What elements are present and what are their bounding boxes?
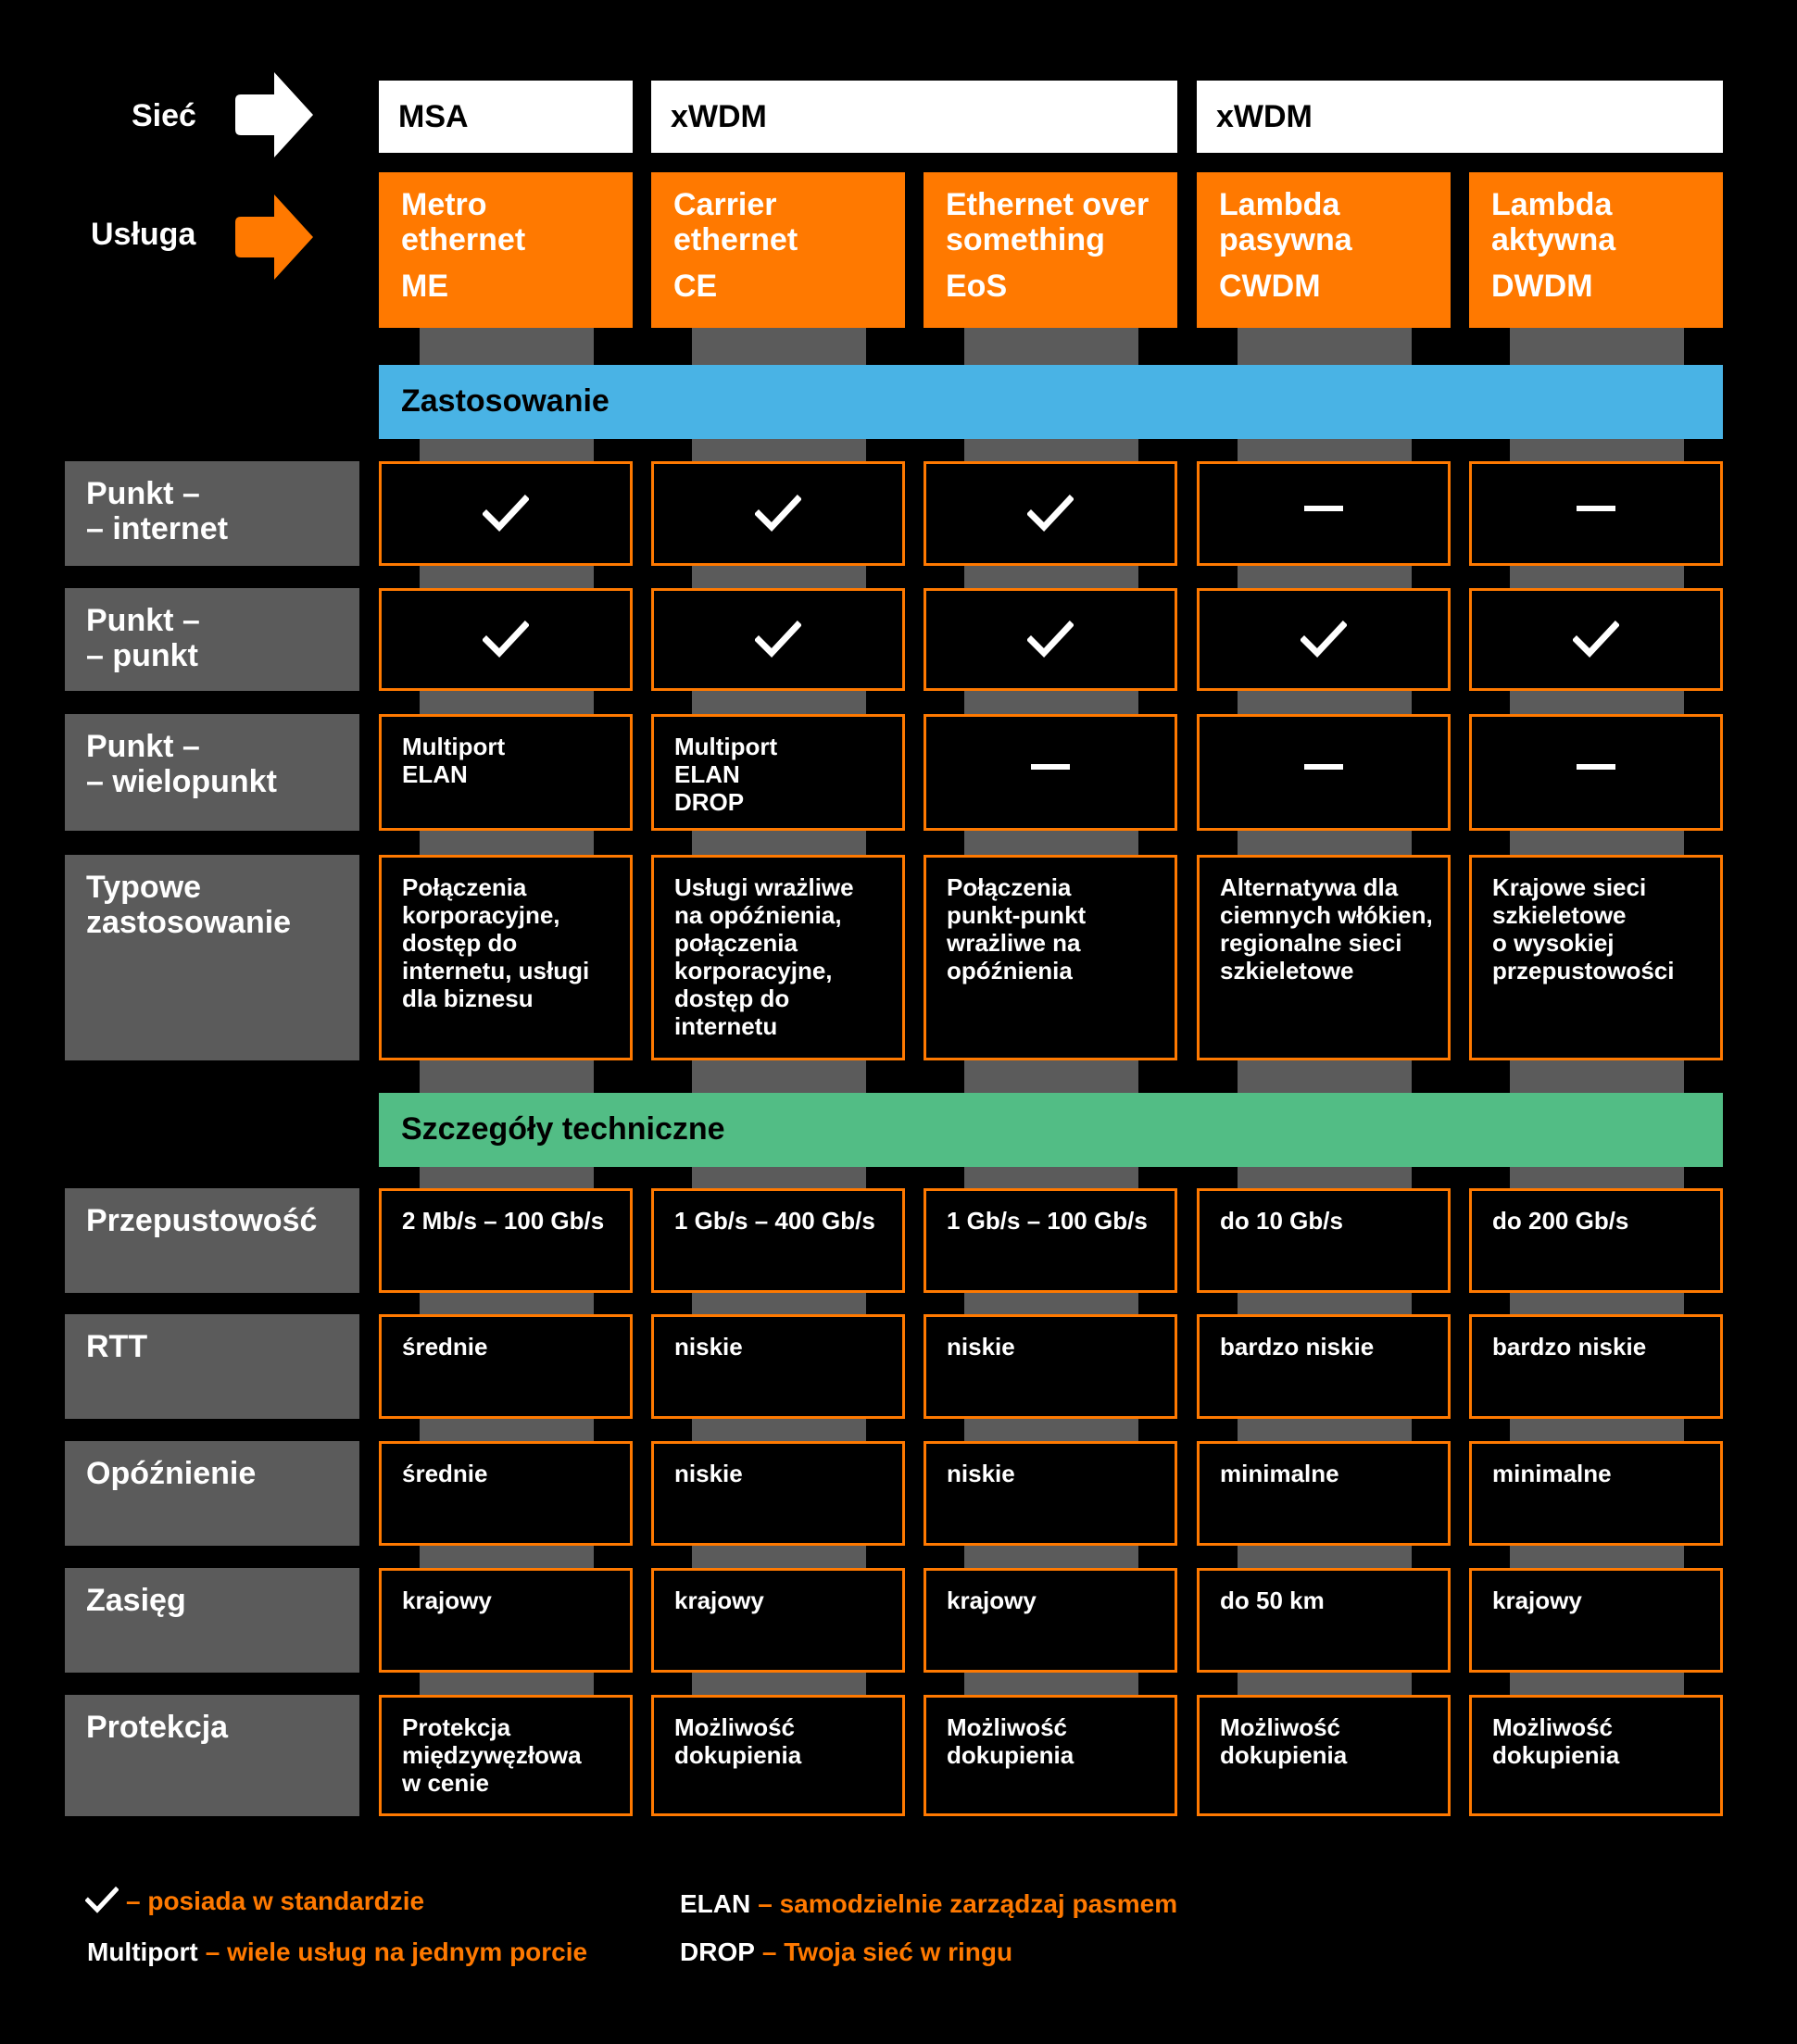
cell-text-line: minimalne [1492,1460,1612,1487]
check-icon [755,620,801,660]
cell-text-line: międzywęzłowa [402,1741,582,1769]
cell-text [1220,1460,1437,1487]
legend-key: DROP [680,1937,755,1966]
cell-text-line: bardzo niskie [1492,1333,1647,1361]
table-cell [1197,1314,1451,1419]
row-label [65,1695,359,1816]
cell-text-line: opóźnienia [947,957,1073,984]
row-label-line: Zasięg [86,1583,186,1618]
cell-text-line: Protekcja [402,1713,511,1741]
cell-text-line: krajowy [402,1586,492,1614]
cell-text-line: średnie [402,1333,488,1361]
service-name-line: Lambda [1219,187,1340,222]
table-cell [1197,855,1451,1060]
cell-text-line: bardzo niskie [1220,1333,1375,1361]
row-label [65,1568,359,1673]
service-code: ME [401,269,448,304]
service-arrow [230,193,315,286]
cell-text-line: krajowy [1492,1586,1582,1614]
table-cell [651,1314,905,1419]
legend-desc: – wiele usług na jednym porcie [205,1937,588,1966]
cell-text-line: Krajowe sieci [1492,873,1647,901]
row-label [65,461,359,566]
cell-text-line: przepustowości [1492,957,1675,984]
row-label-line: – wielopunkt [86,764,277,799]
dash-icon [1577,764,1615,770]
cell-text-line: internetu, usługi [402,957,590,984]
service-name-line: aktywna [1491,222,1616,257]
cell-text-line: do 50 km [1220,1586,1325,1614]
cell-text [1220,1333,1437,1361]
cell-text-line: Multiport [402,733,506,760]
table-cell [379,714,633,831]
network-box: xWDM [651,81,1177,153]
cell-text [674,1713,891,1769]
service-box [1469,172,1723,328]
table-cell [1197,1188,1451,1293]
check-icon [1573,620,1619,660]
service-name-line: ethernet [673,222,798,257]
cell-text-line: połączenia [674,929,798,957]
cell-text [1220,873,1437,984]
table-cell [651,714,905,831]
row-label [65,714,359,831]
service-code: CWDM [1219,269,1321,304]
cell-text-line: szkieletowe [1220,957,1354,984]
service-box [651,172,905,328]
service-name-line: Lambda [1491,187,1613,222]
row-label-line: Punkt – [86,603,200,638]
network-label: Sieć [132,98,196,133]
legend-desc: – posiada w standardzie [126,1887,425,1915]
table-cell [1197,1568,1451,1673]
cell-text-line: ciemnych włókien, [1220,901,1433,929]
cell-text [947,873,1163,984]
section-usage: Zastosowanie [379,365,1723,439]
legend-desc: – samodzielnie zarządzaj pasmem [758,1889,1178,1918]
service-box [379,172,633,328]
cell-text-line: do 10 Gb/s [1220,1207,1343,1235]
row-label-line: – internet [86,511,229,546]
cell-text [1492,873,1709,984]
table-cell [1469,461,1723,566]
cell-text-line: do 200 Gb/s [1492,1207,1629,1235]
row-label [65,1188,359,1293]
table-cell [379,1441,633,1546]
table-cell [1197,588,1451,691]
service-box [924,172,1177,328]
arrow-right-icon [230,193,315,282]
cell-text-line: Możliwość [1220,1713,1341,1741]
cell-text-line: ELAN [674,760,740,788]
cell-text-line: regionalne sieci [1220,929,1402,957]
cell-text-line: krajowy [947,1586,1037,1614]
row-label-line: Punkt – [86,729,200,764]
table-cell [924,1314,1177,1419]
table-cell [1197,1695,1451,1816]
cell-text-line: Połączenia [947,873,1072,901]
table-cell [924,1441,1177,1546]
cell-text-line: Usługi wrażliwe [674,873,854,901]
table-cell [651,1188,905,1293]
dash-icon [1577,506,1615,511]
row-label-line: Punkt – [86,476,200,511]
cell-text-line: szkieletowe [1492,901,1627,929]
cell-text-line: Możliwość [674,1713,796,1741]
legend-item [85,1886,424,1922]
cell-text-line: dokupienia [1492,1741,1620,1769]
check-icon [1301,620,1347,660]
service-code: DWDM [1491,269,1593,304]
cell-text-line: dla biznesu [402,984,534,1012]
service-name-line: Ethernet over [946,187,1150,222]
table-cell [651,461,905,566]
cell-text-line: Multiport [674,733,778,760]
table-cell [651,588,905,691]
cell-text-line: korporacyjne, [402,901,560,929]
service-box [1197,172,1451,328]
dash-icon [1304,506,1343,511]
row-label-line: Protekcja [86,1710,229,1745]
dash-icon [1031,764,1070,770]
cell-text-line: dokupienia [1220,1741,1348,1769]
service-name-line: Carrier [673,187,777,222]
table-cell [924,1568,1177,1673]
table-cell [924,461,1177,566]
cell-text [402,1713,619,1797]
cell-text [674,733,891,816]
table-cell [379,1695,633,1816]
cell-text [402,1333,619,1361]
cell-text [947,1207,1163,1235]
row-label [65,1441,359,1546]
network-arrow [230,70,315,164]
check-icon [483,620,529,660]
table-cell [651,1568,905,1673]
table-cell [1469,1441,1723,1546]
service-code: CE [673,269,718,304]
row-label-line: zastosowanie [86,905,292,940]
cell-text [947,1713,1163,1769]
cell-text-line: niskie [947,1333,1015,1361]
check-icon [85,1886,119,1915]
service-name-line: something [946,222,1105,257]
row-label [65,855,359,1060]
table-cell [924,1695,1177,1816]
network-box: MSA [379,81,633,153]
table-cell [651,855,905,1060]
check-icon [483,494,529,534]
cell-text [947,1333,1163,1361]
table-cell [379,461,633,566]
cell-text [674,873,891,1040]
cell-text-line: dostęp do [402,929,518,957]
cell-text-line: 2 Mb/s – 100 Gb/s [402,1207,605,1235]
cell-text-line: niskie [674,1333,743,1361]
cell-text [1492,1207,1709,1235]
cell-text [947,1460,1163,1487]
cell-text-line: w cenie [402,1769,489,1797]
row-label-line: Typowe [86,870,202,905]
table-cell [924,1188,1177,1293]
cell-text-line: niskie [947,1460,1015,1487]
table-cell [1469,1314,1723,1419]
cell-text [1492,1713,1709,1769]
legend-key: Multiport [87,1937,198,1966]
section-technical: Szczegóły techniczne [379,1093,1723,1167]
dash-icon [1304,764,1343,770]
table-cell [1469,1188,1723,1293]
table-cell [379,855,633,1060]
cell-text-line: dokupienia [947,1741,1074,1769]
service-code: EoS [946,269,1008,304]
table-cell [1469,588,1723,691]
service-name-line: ethernet [401,222,526,257]
cell-text [402,873,619,1012]
cell-text [1492,1333,1709,1361]
table-cell [1469,714,1723,831]
legend-item [680,1889,1177,1919]
cell-text-line: DROP [674,788,745,816]
legend-item [680,1937,1012,1967]
cell-text-line: punkt-punkt [947,901,1087,929]
cell-text [947,1586,1163,1614]
cell-text [1492,1586,1709,1614]
cell-text-line: na opóźnienia, [674,901,842,929]
table-cell [924,714,1177,831]
cell-text-line: Możliwość [1492,1713,1614,1741]
cell-text [674,1333,891,1361]
cell-text-line: dokupienia [674,1741,802,1769]
table-cell [1469,1568,1723,1673]
cell-text-line: wrażliwe na [947,929,1081,957]
table-cell [651,1695,905,1816]
table-cell [379,1188,633,1293]
legend-check [85,1886,119,1922]
cell-text-line: Połączenia [402,873,527,901]
cell-text-line: średnie [402,1460,488,1487]
table-cell [1197,714,1451,831]
cell-text-line: dostęp do [674,984,790,1012]
row-label-line: Przepustowość [86,1203,318,1238]
table-cell [379,588,633,691]
cell-text-line: niskie [674,1460,743,1487]
cell-text [674,1586,891,1614]
cell-text [1492,1460,1709,1487]
table-cell [379,1314,633,1419]
check-icon [1027,620,1074,660]
check-icon [755,494,801,534]
table-cell [924,588,1177,691]
cell-text-line: korporacyjne, [674,957,833,984]
service-label: Usługa [91,217,196,252]
table-cell [1197,461,1451,566]
cell-text [402,1460,619,1487]
cell-text-line: Możliwość [947,1713,1068,1741]
cell-text [1220,1586,1437,1614]
cell-text [402,733,619,788]
table-cell [1197,1441,1451,1546]
table-cell [1469,855,1723,1060]
cell-text-line: 1 Gb/s – 400 Gb/s [674,1207,875,1235]
check-icon [1027,494,1074,534]
cell-text-line: o wysokiej [1492,929,1615,957]
arrow-right-icon [230,70,315,159]
row-label [65,588,359,691]
legend-key: ELAN [680,1889,751,1918]
cell-text-line: 1 Gb/s – 100 Gb/s [947,1207,1148,1235]
cell-text-line: ELAN [402,760,468,788]
cell-text-line: Alternatywa dla [1220,873,1399,901]
cell-text-line: krajowy [674,1586,764,1614]
row-label-line: RTT [86,1329,148,1364]
row-label-line: Opóźnienie [86,1456,257,1491]
network-box: xWDM [1197,81,1723,153]
table-cell [924,855,1177,1060]
cell-text [1220,1207,1437,1235]
cell-text-line: internetu [674,1012,778,1040]
cell-text [402,1207,619,1235]
row-label [65,1314,359,1419]
table-cell [379,1568,633,1673]
row-label-line: – punkt [86,638,198,673]
table-cell [1469,1695,1723,1816]
cell-text [1220,1713,1437,1769]
service-name-line: pasywna [1219,222,1352,257]
legend-desc: – Twoja sieć w ringu [761,1937,1013,1966]
cell-text [674,1460,891,1487]
service-name-line: Metro [401,187,487,222]
cell-text [674,1207,891,1235]
cell-text [402,1586,619,1614]
cell-text-line: minimalne [1220,1460,1339,1487]
table-cell [651,1441,905,1546]
legend-item [87,1937,587,1967]
